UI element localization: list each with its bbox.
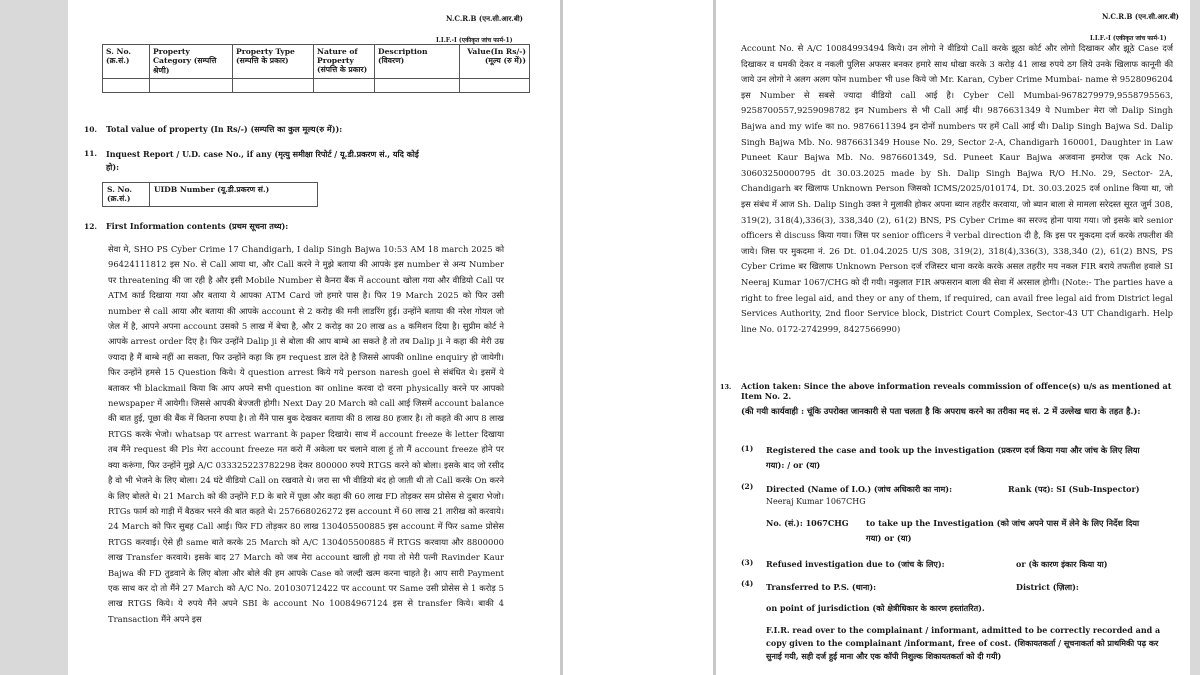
action-4-tail: on point of jurisdiction (को क्षेत्रीधिकार के कारण हस्तांतरित). <box>766 603 985 613</box>
table-cell <box>103 79 150 93</box>
ncrb-header: N.C.R.B (एन.सी.आर.बी) <box>1102 12 1179 21</box>
action-1-text: Registered the case and took up the investigation (प्रकरण दर्ज किया गया और जांच के लिए लिया गया): / or (या) <box>766 445 1140 470</box>
col-value: Value(In Rs/-) (मूल्य (रु में)) <box>460 45 530 79</box>
right-document-page <box>716 0 1190 675</box>
uidb-number: UIDB Number (यू.डी.प्रकरण सं.) <box>150 183 318 207</box>
action-3-tail: or (के कारण इंकार किया या) <box>1016 559 1108 569</box>
fir-read-over-statement: F.I.R. read over to the complainant / informant, admitted to be correctly recorded and a copy given to the complainant /informant, free of cost. (शिकायतकर्ता / सूचनाकर्ता को प्राथमिकी पढ़ कर सुनाई गयी, सही दर्ज हुई माना और एक कॉपी निशुल्क शिकायतकर्ता को दी गयी) <box>766 625 1161 661</box>
action-2-no: No. (सं.): 1067CHG <box>766 518 849 528</box>
action-4-text: Transferred to P.S. (थाना): <box>766 582 877 592</box>
table-cell <box>460 79 530 93</box>
item-13-number: 13. <box>720 383 732 391</box>
uidb-sno: S. No. (क्र.सं.) <box>103 183 150 207</box>
table-cell <box>314 79 375 93</box>
table-cell <box>150 79 233 93</box>
first-information-text: सेवा मे, SHO PS Cyber Crime 17 Chandigarh, I dalip Singh Bajwa 10:53 AM 18 march 2025 को 96424111812 इस No. से Call आया था, और Call करने ने मुझे बताया की आपके इस number से अन्य Number पर threatening की जा रही है और इसी Mobile Number से कैनरा बैंक में account खोला गया और वीडियो Call पर ATM कार्ड दिखाया गया और बताया ये आपका ATM Card जो हमारे पास है। फिर 19 March 2025 को फिर उसी number से call आया और बताया की आपके account से 2 करोड़ की मनी लाडरिंग हुई। उन्होंने बताया की नरेश गोयल जो जेल में है, आपने अपना account उसको 5 लाख में बेचा है, और 2 करोड़ का 20 लाख as a कमिशन दिया है। सुप्रीम कोर्ट ने आपके arrest order दिए है। फिर उन्होंने Dalip ji से बोला की आप बाम्बे आ सकते है तो तब Dalip ji ने कहा की मेरी उम्र ज्यादा है मैं बाम्बे नहीं आ सकता, फिर उन्होंने कहा कि हम request डाल देते है जिससे आपकी online enquiry हो जायेगी। फिर उन्होंने हमसे 15 Question किये। ये question arrest किये गये person naresh goel से संबंधित थे। इसमें ये बताकर भी blackmail किया कि आप अपने सभी question का online करवा दो वरना physically करने पर आपको newspaper में आयेगी। जिससे आपकी बेज्जती होगी। Next Day 20 March को call आई जिसमें account balance की बात हुई, पूछा की बैंक में कितना रुपया है। तो मैंने पास बुक देखकर बताया की 8 लाख 80 हजार है। तो कहते की आप 8 लाख RTGS करके भेजो। whatsap पर arrest warrant के paper दिखाये। साथ में account freeze के letter दिखाया तब मैंने request की Pls मेरा account freeze मत करो मैं अकेला घर चलाने वाला हूं तो मैं account freeze होने पर क्या करूंगा, फिर उन्होंने मुझे A/C 033325223782298 देकर 800000 रुपये RTGS करने को बोला। इसके बाद जो रसीद है वो भी भेजने के लिए बोला। 24 घंटे वीडियो Call on रखवाते थे। जरा सा भी वीडियो बंद हो जाती थी तो Call करके On करने के लिए बोलते थे। 21 March को की उन्होंने F.D के बारे में पूछा और कहा की 60 लाख FD तोड़कर सम प्रोसेस से दुबारा भेजो। RTGs फार्म को गाड़ी में बैठकर भरने की बात कहते थे। 257668026272 इस account में 60 लाख 21 तारीख को करवाये। 24 March को फिर सुबह Call आई। फिर FD तोड़कर 80 लाख 130405500885 इस account में फिर same प्रोसेस RTGS करवाई। ऐसे ही same बाते करके 25 March को A/C 130405500885 में RTGS करवाया और 8800000 लाख Transfer करवाये। इसके बाद 27 March को जब मेरा account खाली हो गया तो मेरी पत्नी Ravinder Kaur Bajwa की FD तुडवाने के लिए बोला और बोले की हम आपके Case को जल्दी खत्म करना चाहते है। आप सारी Payment एक साथ कर दो तो मैंने 27 March को A/C No. 201030712422 पर account पर Same उसी प्रोसेस से 1 करोड़ 5 लाख RTGS किये। ये रुपये मैंने अपने SBI के account No 10084967124 इस से transfer किये। बाकी 4 Transaction मैंने अपने इस <box>108 244 504 624</box>
first-information-continued: Account No. से A/C 10084993494 किये। उन लोगो ने वीडियो Call करके झूठा कोर्ट और लोगो दिखाकर और झूठे Case दर्ज दिखाकर व धमकी देकर व नकली पुलिस अफसर बनकर हमारे साथ धोखा करके 3 करोड़ 41 लाख रुपये ठग लिये उनके खिलाफ कानूनी की जाये उन लोगो ने अलग अलग फोन number भी use किये जो Mr. Karan, Cyber Crime Mumbai- name से 9528096204 इस Number से सबसे ज्यादा वीडियो call आई है। Cyber Cell Mumbai-9678279979,9558795563, 9258700557,9259098782 इन Numbers से भी Call आई थी। 9876631349 ये Number मेरा जो Dalip Singh Bajwa and my wife का no. 9876611394 इन दोनों numbers पर हमें Call आई थी। Dalip Singh Bajwa Sd. Dalip Singh Bajwa Mb. No. 9876631349 House No. 29, Sector 2-A, Chandigarh 160001, Daughter in Law Puneet Kaur Bajwa Mb. No. 9876601349, Sd. Puneet Kaur Bajwa अजवाना इमरोज एक Ack No. 30603250000795 dt 30.03.2025 made by Sh. Dalip Singh Bajwa R/O H.No. 29, Sector- 2A, Chandigarh बर खिलाफ Unknown Person जिसको ICMS/2025/010174, Dt. 30.03.2025 दर्ज online किया था, जो इस संबंध में आज Sh. Dalip Singh उक्त ने मुलाकी होकर अपना ब्यान तहरीर करवाया, जो ब्यान बाला से मामला सरेदस्त सूरत जुर्म 308, 319(2), 318(4),336(3), 338,340 (2), 61(2) BNS, PS Cyber Crime का सरज्द होना पाया गया। जो इसके बारे senior officers से discuss किया गया। जिस पर senior officers ने verbal direction दी है, कि इस पर मुकदमा दर्ज करके तफतीश की जाये। जिस पर मुकदमा नं. 26 Dt. 01.04.2025 U/S 308, 319(2), 318(4),336(3), 338,340 (2), 61(2) BNS, PS Cyber Crime बर खिलाफ Unknown Person दर्ज रजिस्टर थाना करके करके असल तहरीर मय नकल FIR बराये तफतीश हवाले SI Neeraj Kumar 1067/CHG को दी गयी। नकुलात FIR अफसरान बाला की सेवा में अरसाल होगी। (Note:- The parties have a right to free legal aid, and they or any of them, if required, can avail free legal aid from District legal Services Authority, 2nd floor Service block, District Court Complex, Sector-43 UT Chandigarh. Help line No. 0172-2742999, 8427566990) <box>741 43 1173 334</box>
page-gutter <box>560 0 716 675</box>
table-cell <box>375 79 460 93</box>
item-10-number: 10. <box>84 125 98 134</box>
action-4-number: (4) <box>741 579 754 588</box>
action-3-text: Refused investigation due to (जांच के लिए): <box>766 559 945 569</box>
item-12-number: 12. <box>84 222 98 231</box>
left-document-page <box>68 0 560 675</box>
item-10-label: Total value of property (In Rs/-) (सम्पत्ति का कुल मूल्य(रु में)): <box>106 124 343 134</box>
col-sno: S. No. (क्र.सं.) <box>103 45 150 79</box>
action-1-number: (1) <box>741 444 754 453</box>
item-11-number: 11. <box>84 149 98 158</box>
table-cell <box>233 79 314 93</box>
action-2-io-name: Neeraj Kumar 1067CHG <box>766 497 866 506</box>
action-2-text: Directed (Name of I.O.) (जांच अधिकारी का नाम): <box>766 484 953 494</box>
item-11-label: Inquest Report / U.D. case No., if any (मृत्यु समीक्षा रिपोर्ट / यू.डी.प्रकरण सं., यदि कोई हो): <box>106 149 419 172</box>
action-2-rank: Rank (पद): SI (Sub-Inspector) <box>1008 484 1140 494</box>
col-type: Property Type (सम्पत्ति के प्रकार) <box>233 45 314 79</box>
action-3-number: (3) <box>741 558 754 567</box>
action-2-tail: to take up the Investigation (को जांच अपने पास में लेने के लिए निर्देश दिया गया) or (या) <box>866 518 1140 543</box>
action-2-number: (2) <box>741 482 754 491</box>
uidb-table <box>102 182 318 207</box>
col-description: Description (विवरण) <box>375 45 460 79</box>
form-id: I.I.F.-I (एकीकृत जांच फार्म-1) <box>436 37 513 44</box>
property-table <box>102 44 530 93</box>
action-4-district: District (ज़िला): <box>1016 582 1079 592</box>
col-nature: Nature of Property (संपत्ति के प्रकार) <box>314 45 375 79</box>
item-12-label: First Information contents (प्रथम सूचना तथ्य): <box>106 221 289 231</box>
col-category: Property Category (सम्पत्ति श्रेणी) <box>150 45 233 79</box>
form-id: I.I.F.-I (एकीकृत जांच फार्म-1) <box>1090 35 1167 42</box>
item-13-label-hi: (की गयी कार्यवाही : चूंकि उपरोक्त जानकारी से पता चलता है कि अपराध करने का तरीका मद सं. 2 में उल्लेख धारा के तहत है.): <box>741 406 1141 416</box>
ncrb-header: N.C.R.B (एन.सी.आर.बी) <box>446 14 523 23</box>
item-13-label-en: Action taken: Since the above information reveals commission of offence(s) u/s as mentioned at Item No. 2. <box>741 381 1172 401</box>
